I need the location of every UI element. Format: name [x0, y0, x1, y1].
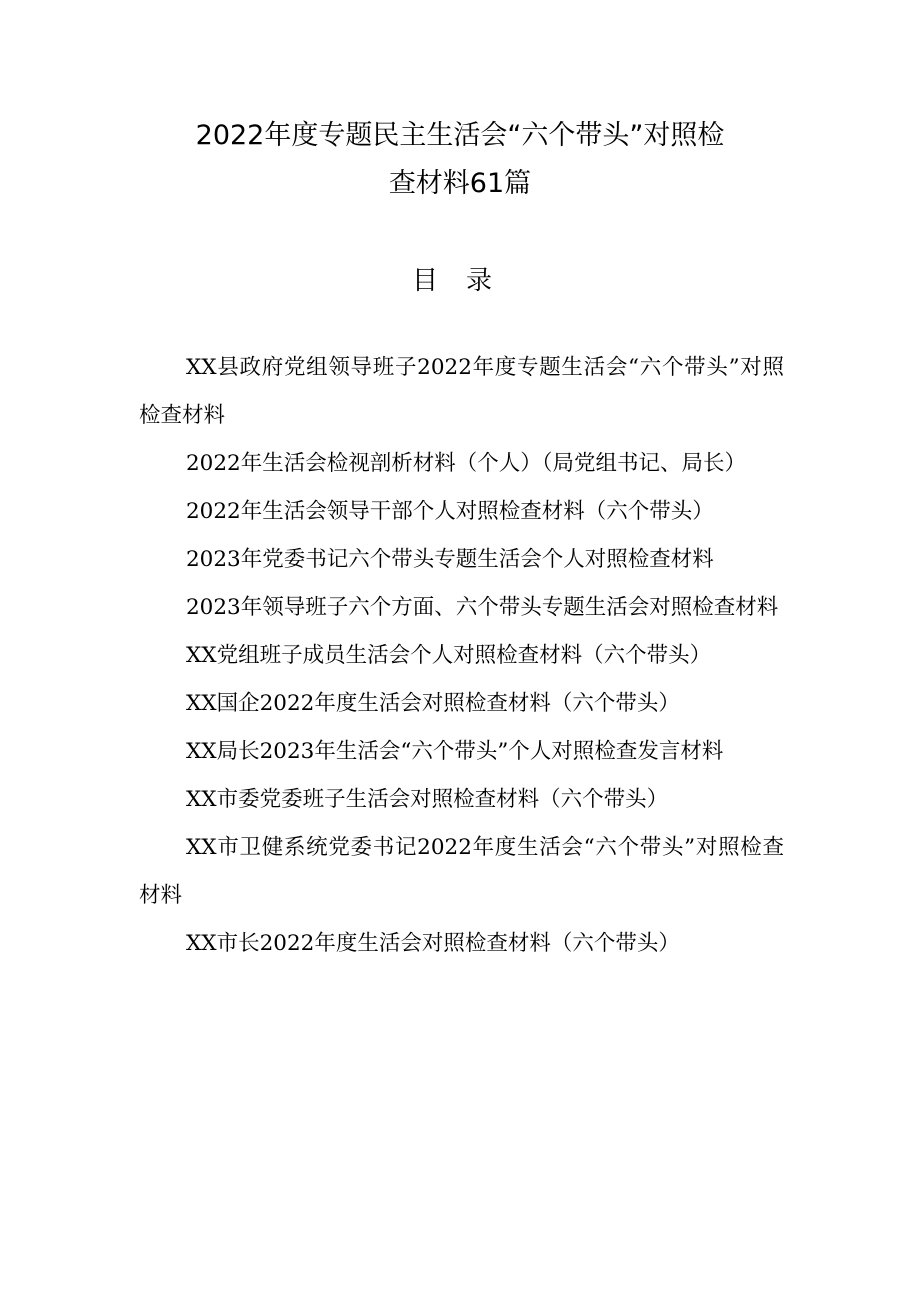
toc-item-10[interactable]: XX市卫健系统党委书记2022年度生活会“六个带头”对照检查材料 — [139, 835, 784, 908]
toc-list — [139, 344, 784, 968]
toc-item-3[interactable]: 2022年生活会领导干部个人对照检查材料（六个带头） — [186, 499, 714, 524]
toc-item-8[interactable]: XX局长2023年生活会“六个带头”个人对照检查发言材料 — [186, 739, 724, 764]
document-title-line-2: 查材料61篇 — [388, 168, 532, 199]
toc-item-1[interactable]: XX县政府党组领导班子2022年度专题生活会“六个带头”对照检查材料 — [139, 355, 784, 428]
toc-item-7[interactable]: XX国企2022年度生活会对照检查材料（六个带头） — [186, 691, 680, 716]
toc-heading: 目录 — [411, 266, 520, 296]
toc-item-6[interactable]: XX党组班子成员生活会个人对照检查材料（六个带头） — [186, 643, 712, 668]
document-title — [100, 112, 820, 208]
toc-item-2[interactable]: 2022年生活会检视剖析材料（个人）（局党组书记、局长） — [186, 451, 746, 476]
toc-item-9[interactable]: XX市委党委班子生活会对照检查材料（六个带头） — [186, 787, 669, 812]
toc-item-4[interactable]: 2023年党委书记六个带头专题生活会个人对照检查材料 — [186, 547, 714, 572]
toc-item-11[interactable]: XX市长2022年度生活会对照检查材料（六个带头） — [186, 931, 680, 956]
toc-item-5[interactable]: 2023年领导班子六个方面、六个带头专题生活会对照检查材料 — [186, 595, 779, 620]
document-title-line-1: 2022年度专题民主生活会“六个带头”对照检 — [195, 120, 725, 151]
